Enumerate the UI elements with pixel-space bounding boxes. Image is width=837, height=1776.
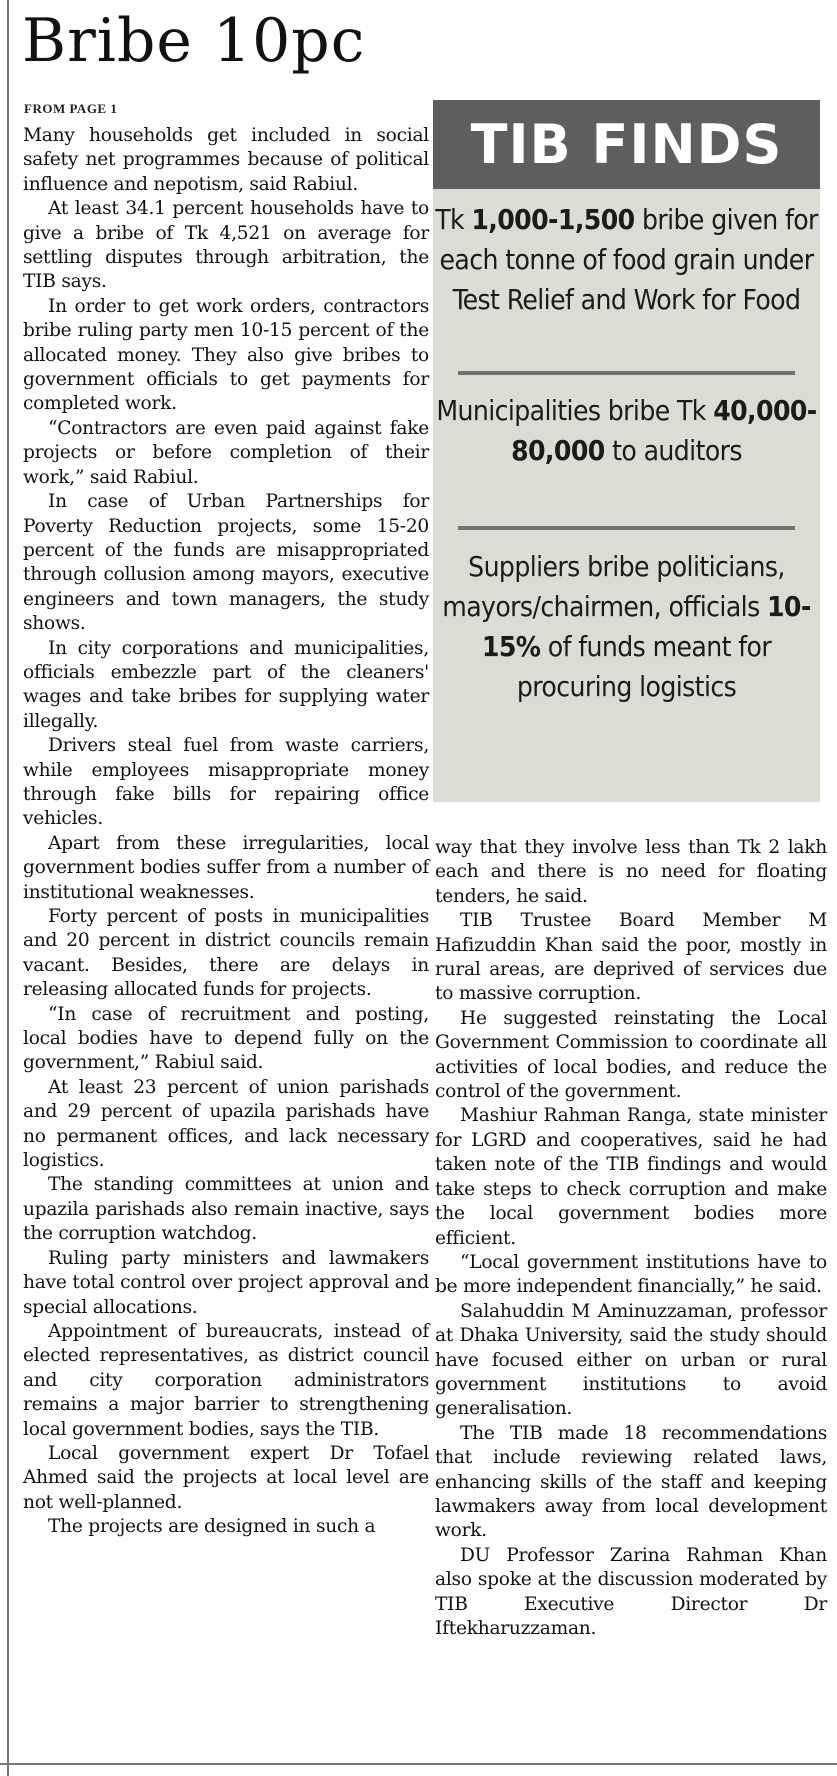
paragraph: In order to get work orders, contractors bribe ruling party men 10-15 percent of the allocated money. They also give bribes to government officials to get payments for completed work. — [23, 295, 429, 415]
paragraph: The projects are designed in such a — [48, 1516, 376, 1538]
bottom-border-rule — [0, 1763, 837, 1765]
paragraph: Salahuddin M Aminuzzaman, professor at Dhaka University, said the study should have focused either on urban or rural government institutions to avoid generalisation. — [435, 1300, 827, 1420]
finding-figure: 10-15% — [481, 590, 811, 663]
paragraph: At least 23 percent of union parishads and 29 percent of upazila parishads have no permanent offices, and lack necessary logistics. — [23, 1076, 429, 1172]
finding-text-post: to auditors — [604, 434, 742, 467]
finding-text-post: of funds meant for procuring logistics — [516, 630, 772, 703]
paragraph: In city corporations and municipalities, officials embezzle part of the cleaners' wages and take bribes for supplying water illegally. — [23, 637, 429, 732]
continued-from-label: FROM PAGE 1 — [24, 101, 118, 116]
paragraph: The TIB made 18 recommendations that include reviewing related laws, enhancing skills of the staff and keeping lawmakers away from local development work. — [435, 1422, 827, 1542]
paragraph: way that they involve less than Tk 2 lakh each and there is no need for floating tenders, he said. — [435, 837, 827, 907]
finding-figure: 40,000-80,000 — [511, 394, 817, 467]
paragraph: Appointment of bureaucrats, instead of elected representatives, as district council and city corporation administrators remains a major barrier to strengthening local government bodies, says the TIB. — [23, 1320, 429, 1440]
article-column-left — [23, 124, 429, 1540]
left-border-rule — [7, 0, 9, 1776]
paragraph: Many households get included in social safety net programmes because of political influence and nepotism, said Rabiul. — [23, 125, 429, 195]
paragraph: DU Professor Zarina Rahman Khan also spoke at the discussion moderated by TIB Executive Director Dr Iftekharuzzaman. — [435, 1544, 827, 1639]
paragraph: Drivers steal fuel from waste carriers, while employees misappropriate money through fake bills for repairing office vehicles. — [23, 735, 429, 830]
paragraph: Ruling party ministers and lawmakers have total control over project approval and special allocations. — [23, 1247, 429, 1318]
paragraph: At least 34.1 percent households have to give a bribe of Tk 4,521 on average for settling disputes through arbitration, the TIB says. — [23, 198, 429, 293]
finding-municipalities — [433, 391, 820, 471]
paragraph: “In case of recruitment and posting, local bodies have to depend fully on the government,” Rabiul said. — [23, 1003, 429, 1074]
paragraph: In case of Urban Partnerships for Poverty Reduction projects, some 15-20 percent of the funds are misappropriated through collusion among mayors, executive engineers and town managers, the study shows. — [23, 491, 429, 635]
sidebar-divider — [458, 371, 795, 375]
paragraph: Local government expert Dr Tofael Ahmed said the projects at local level are not well-planned. — [23, 1442, 429, 1513]
paragraph: Mashiur Rahman Ranga, state minister for LGRD and cooperatives, said he had taken note of the TIB findings and would take steps to check corruption and make the local government bodies more efficient. — [435, 1105, 827, 1249]
paragraph: The standing committees at union and upazila parishads also remain inactive, says the corruption watchdog. — [23, 1174, 429, 1245]
tib-findings-sidebar — [433, 100, 820, 802]
paragraph: TIB Trustee Board Member M Hafizuddin Khan said the poor, mostly in rural areas, are deprived of services due to massive corruption. — [435, 910, 827, 1005]
paragraph: He suggested reinstating the Local Government Commission to coordinate all activities of local bodies, and reduce the control of the government. — [435, 1007, 827, 1103]
paragraph: “Contractors are even paid against fake projects or before completion of their work,” said Rabiul. — [23, 417, 429, 488]
sidebar-divider — [458, 526, 795, 530]
finding-text-pre: Tk — [435, 203, 472, 236]
finding-text-pre: Municipalities bribe Tk — [436, 394, 714, 427]
finding-food-grain — [433, 200, 820, 320]
sidebar-title: TIB FINDS — [433, 100, 820, 189]
finding-text-pre: Suppliers bribe politicians, mayors/chairmen, officials — [442, 550, 785, 623]
paragraph: “Local government institutions have to be more independent financially,” he said. — [435, 1251, 827, 1298]
article-column-right — [435, 836, 827, 1641]
headline: Bribe 10pc — [22, 6, 366, 76]
finding-suppliers — [433, 547, 820, 707]
finding-text-post: bribe given for each tonne of food grain under Test Relief and Work for Food — [439, 203, 818, 316]
paragraph: Forty percent of posts in municipalities and 20 percent in district councils remain vacant. Besides, there are delays in releasing allocated funds for projects. — [23, 906, 429, 1001]
finding-figure: 1,000-1,500 — [471, 203, 635, 236]
paragraph: Apart from these irregularities, local government bodies suffer from a number of institutional weaknesses. — [23, 832, 429, 903]
